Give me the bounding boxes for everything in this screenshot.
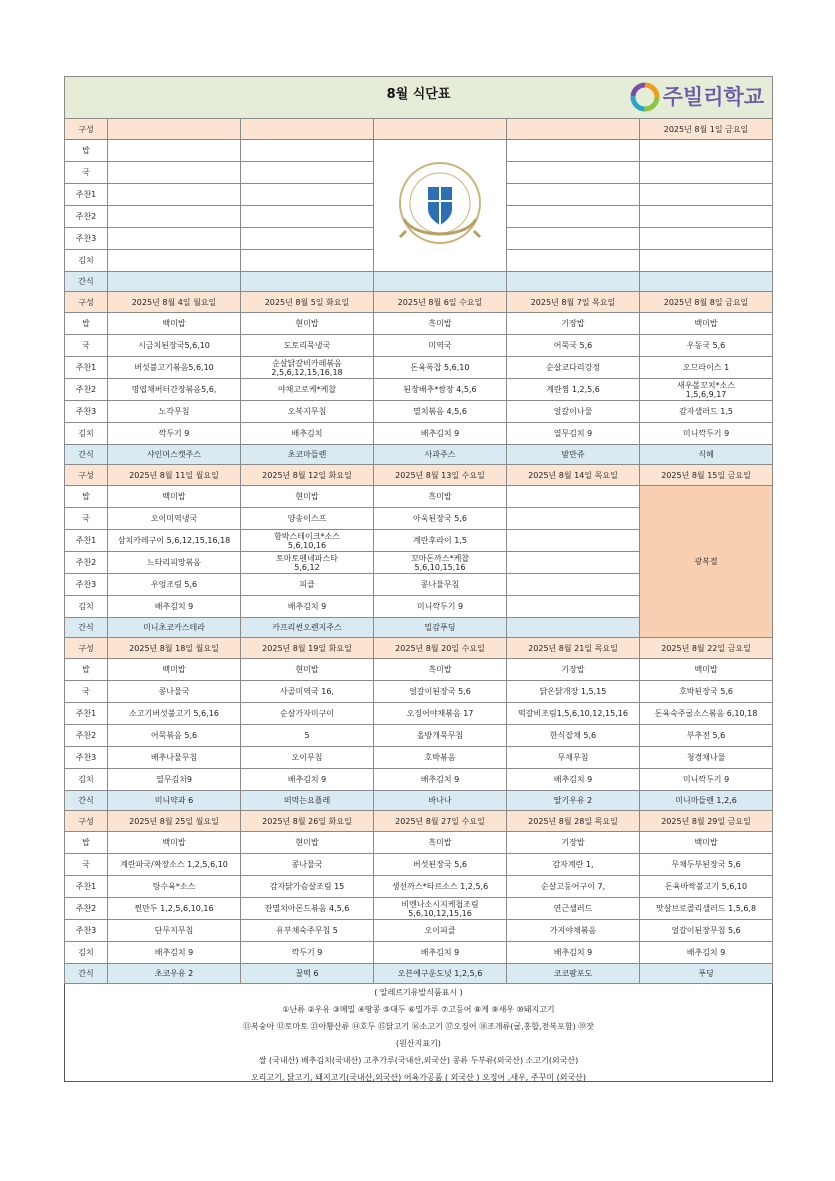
menu-row-rice bbox=[65, 313, 773, 335]
menu-item bbox=[507, 552, 640, 574]
row-label-side2: 주찬2 bbox=[65, 379, 108, 401]
snack-item: 밀감푸딩 bbox=[374, 618, 507, 638]
notes-line: 오리고기, 닭고기, 돼지고기(국내산,외국산) 어육가공품 ( 외국산 ) 오징어 ,새우, 주꾸미 (외국산) bbox=[250, 1073, 587, 1082]
menu-item: 돈육폭찹 5,6,10 bbox=[374, 357, 507, 379]
menu-sheet bbox=[64, 76, 773, 1082]
row-label-side3: 주찬3 bbox=[65, 401, 108, 423]
menu-item: 미니깍두기 9 bbox=[640, 769, 773, 791]
menu-item: 돈육숙주굴소스볶음 6,10,18 bbox=[640, 703, 773, 725]
menu-item bbox=[507, 596, 640, 618]
menu-item: 현미밥 bbox=[241, 486, 374, 508]
menu-item: 어묵볶음 5,6 bbox=[108, 725, 241, 747]
row-label-side3: 주찬3 bbox=[65, 228, 108, 250]
snack-item: 미니마들렌 1,2,6 bbox=[640, 791, 773, 811]
menu-item: 흑미밥 bbox=[374, 486, 507, 508]
empty-cell bbox=[640, 162, 773, 184]
menu-item: 배추나물무침 bbox=[108, 747, 241, 769]
date-header: 2025년 8월 20일 수요일 bbox=[374, 638, 507, 659]
row-label-side2: 주찬2 bbox=[65, 725, 108, 747]
menu-item: 찐만두 1,2,5,6,10,16 bbox=[108, 898, 241, 920]
notes-line: ( 알레르기유발식품표시 ) bbox=[374, 988, 463, 997]
menu-item: 콩나물국 bbox=[241, 854, 374, 876]
row-label-side2: 주찬2 bbox=[65, 552, 108, 574]
row-label-kimchi: 김치 bbox=[65, 596, 108, 618]
menu-item: 무채두부된장국 5,6 bbox=[640, 854, 773, 876]
row-label-header: 구성 bbox=[65, 292, 108, 313]
menu-item: 오이미역냉국 bbox=[108, 508, 241, 530]
empty-cell bbox=[507, 228, 640, 250]
menu-item: 한식잡채 5,6 bbox=[507, 725, 640, 747]
menu-item: 백미밥 bbox=[108, 832, 241, 854]
empty-cell bbox=[241, 162, 374, 184]
menu-item: 배추김치 9 bbox=[374, 942, 507, 964]
row-label-side3: 주찬3 bbox=[65, 574, 108, 596]
menu-item: 양송이스프 bbox=[241, 508, 374, 530]
menu-item: 순살닭갈비카레볶음 2,5,6,12,15,16,18 bbox=[241, 357, 374, 379]
empty-cell bbox=[108, 250, 241, 272]
menu-row-rice bbox=[65, 140, 773, 162]
menu-row-side1 bbox=[65, 876, 773, 898]
row-label-snack: 간식 bbox=[65, 964, 108, 984]
date-header: 2025년 8월 14일 목요일 bbox=[507, 465, 640, 486]
menu-item: 백미밥 bbox=[640, 313, 773, 335]
menu-row-side3 bbox=[65, 747, 773, 769]
row-label-side1: 주찬1 bbox=[65, 357, 108, 379]
menu-item: 배추김치 9 bbox=[241, 596, 374, 618]
menu-item: 열무김치 9 bbox=[507, 423, 640, 445]
menu-item: 오이무침 bbox=[241, 747, 374, 769]
date-header: 2025년 8월 25일 월요일 bbox=[108, 811, 241, 832]
snack-item: 미니초코카스테라 bbox=[108, 618, 241, 638]
date-header: 2025년 8월 19일 화요일 bbox=[241, 638, 374, 659]
row-label-kimchi: 김치 bbox=[65, 769, 108, 791]
menu-item: 배추김치 bbox=[241, 423, 374, 445]
menu-item: 감자샐러드 1,5 bbox=[640, 401, 773, 423]
empty-cell bbox=[507, 272, 640, 292]
menu-item bbox=[507, 508, 640, 530]
menu-item: 호박된장국 5,6 bbox=[640, 681, 773, 703]
row-label-side2: 주찬2 bbox=[65, 206, 108, 228]
row-label-rice: 밥 bbox=[65, 486, 108, 508]
row-label-kimchi: 김치 bbox=[65, 423, 108, 445]
menu-item: 현미밥 bbox=[241, 832, 374, 854]
snack-item: 밤만쥬 bbox=[507, 445, 640, 465]
row-label-rice: 밥 bbox=[65, 140, 108, 162]
row-label-soup: 국 bbox=[65, 162, 108, 184]
menu-item: 계란후라이 1,5 bbox=[374, 530, 507, 552]
menu-row-side3 bbox=[65, 920, 773, 942]
menu-item: 연근샐러드 bbox=[507, 898, 640, 920]
date-header: 2025년 8월 11일 월요일 bbox=[108, 465, 241, 486]
menu-item: 오므라이스 1 bbox=[640, 357, 773, 379]
menu-item: 5 bbox=[241, 725, 374, 747]
snack-item: 떠먹는요플레 bbox=[241, 791, 374, 811]
jubilee-logo-icon bbox=[630, 82, 660, 112]
date-header: 2025년 8월 29일 금요일 bbox=[640, 811, 773, 832]
menu-row-soup bbox=[65, 335, 773, 357]
date-header: 2025년 8월 7일 목요일 bbox=[507, 292, 640, 313]
menu-row-side1 bbox=[65, 703, 773, 725]
menu-item: 흑미밥 bbox=[374, 659, 507, 681]
menu-row-snack bbox=[65, 272, 773, 292]
empty-cell bbox=[507, 250, 640, 272]
menu-item: 함박스테이크*소스 5,6,10,16 bbox=[241, 530, 374, 552]
empty-cell bbox=[108, 272, 241, 292]
snack-item: 꿀떡 6 bbox=[241, 964, 374, 984]
empty-cell bbox=[241, 272, 374, 292]
menu-item: 소고기버섯불고기 5,6,16 bbox=[108, 703, 241, 725]
title-cell bbox=[65, 77, 773, 119]
menu-row-soup bbox=[65, 681, 773, 703]
menu-item: 닭온닭개장 1,5,15 bbox=[507, 681, 640, 703]
snack-item: 초코마들렌 bbox=[241, 445, 374, 465]
week-header-row bbox=[65, 811, 773, 832]
menu-item: 콩나물무침 bbox=[374, 574, 507, 596]
menu-item: 미역국 bbox=[374, 335, 507, 357]
menu-item: 떡갈비조림1,5,6,10,12,15,16 bbox=[507, 703, 640, 725]
date-header: 2025년 8월 12일 화요일 bbox=[241, 465, 374, 486]
week-header-row bbox=[65, 292, 773, 313]
row-label-kimchi: 김치 bbox=[65, 250, 108, 272]
menu-item: 기장밥 bbox=[507, 832, 640, 854]
date-header bbox=[374, 119, 507, 140]
menu-item: 버섯된장국 5,6 bbox=[374, 854, 507, 876]
menu-item: 어묵국 5,6 bbox=[507, 335, 640, 357]
empty-cell bbox=[507, 206, 640, 228]
menu-item: 멸치볶음 4,5,6 bbox=[374, 401, 507, 423]
menu-row-side2 bbox=[65, 379, 773, 401]
row-label-snack: 간식 bbox=[65, 618, 108, 638]
menu-row-rice bbox=[65, 659, 773, 681]
date-header: 2025년 8월 4일 월요일 bbox=[108, 292, 241, 313]
menu-item: 도토리묵냉국 bbox=[241, 335, 374, 357]
menu-item: 배추김치 9 bbox=[507, 942, 640, 964]
menu-item: 백미밥 bbox=[640, 832, 773, 854]
row-label-soup: 국 bbox=[65, 508, 108, 530]
empty-cell bbox=[108, 228, 241, 250]
snack-item: 미니약과 6 bbox=[108, 791, 241, 811]
row-label-snack: 간식 bbox=[65, 791, 108, 811]
menu-item: 명엽채버터간장볶음5,6, bbox=[108, 379, 241, 401]
empty-cell bbox=[108, 140, 241, 162]
snack-item: 식혜 bbox=[640, 445, 773, 465]
row-label-side3: 주찬3 bbox=[65, 747, 108, 769]
school-logo bbox=[630, 82, 764, 112]
snack-item: 샤인머스캣주스 bbox=[108, 445, 241, 465]
menu-item: 느타리피망볶음 bbox=[108, 552, 241, 574]
menu-row-kimchi bbox=[65, 942, 773, 964]
menu-item: 배추김치 9 bbox=[108, 942, 241, 964]
menu-item bbox=[507, 574, 640, 596]
notes-line: ⑪복숭아 ⑫토마토 ⑬아황산류 ⑭호두 ⑮닭고기 ⑯소고기 ⑰오징어 ⑱조개류(굴,홍합,전복포함) ⑲잣 bbox=[243, 1022, 594, 1031]
row-label-rice: 밥 bbox=[65, 313, 108, 335]
date-header: 2025년 8월 15일 금요일 bbox=[640, 465, 773, 486]
school-emblem-icon bbox=[388, 153, 492, 257]
menu-item: 노각무침 bbox=[108, 401, 241, 423]
row-label-side3: 주찬3 bbox=[65, 920, 108, 942]
empty-cell bbox=[640, 140, 773, 162]
menu-row-snack bbox=[65, 791, 773, 811]
menu-item: 버섯불고기볶음5,6,10 bbox=[108, 357, 241, 379]
menu-item: 흑미밥 bbox=[374, 313, 507, 335]
date-header: 2025년 8월 21일 목요일 bbox=[507, 638, 640, 659]
menu-item: 열무김치9 bbox=[108, 769, 241, 791]
emblem-cell bbox=[374, 140, 507, 272]
date-header bbox=[108, 119, 241, 140]
menu-item: 배추김치 9 bbox=[507, 769, 640, 791]
menu-item: 기장밥 bbox=[507, 313, 640, 335]
row-label-side1: 주찬1 bbox=[65, 530, 108, 552]
notes-line: ①난류 ②우유 ③메밀 ④땅콩 ⑤대두 ⑥밀가루 ⑦고등어 ⑧게 ⑨새우 ⑩돼지고기 bbox=[282, 1005, 555, 1014]
week-header-row bbox=[65, 119, 773, 140]
week-header-row bbox=[65, 638, 773, 659]
date-header: 2025년 8월 27일 수요일 bbox=[374, 811, 507, 832]
menu-item: 배추김치 9 bbox=[374, 769, 507, 791]
menu-item: 사골미역국 16, bbox=[241, 681, 374, 703]
row-label-soup: 국 bbox=[65, 854, 108, 876]
empty-cell bbox=[108, 184, 241, 206]
logo-text: 주빌리학교 bbox=[662, 84, 765, 109]
menu-item: 배추김치 9 bbox=[108, 596, 241, 618]
menu-item: 우엉조림 5,6 bbox=[108, 574, 241, 596]
menu-row-snack bbox=[65, 445, 773, 465]
snack-item: 오븐에구운도넛 1,2,5,6 bbox=[374, 964, 507, 984]
row-label-header: 구성 bbox=[65, 638, 108, 659]
menu-item: 깍두기 9 bbox=[241, 942, 374, 964]
row-label-header: 구성 bbox=[65, 811, 108, 832]
row-label-soup: 국 bbox=[65, 335, 108, 357]
menu-row-side1 bbox=[65, 357, 773, 379]
menu-item: 얼갈이나물 bbox=[507, 401, 640, 423]
menu-item: 단무지무침 bbox=[108, 920, 241, 942]
menu-row-soup bbox=[65, 854, 773, 876]
menu-item: 깍두기 9 bbox=[108, 423, 241, 445]
menu-item: 배추김치 9 bbox=[640, 942, 773, 964]
empty-cell bbox=[241, 228, 374, 250]
date-header: 2025년 8월 26일 화요일 bbox=[241, 811, 374, 832]
menu-row-rice bbox=[65, 832, 773, 854]
menu-item: 올방개묵무침 bbox=[374, 725, 507, 747]
page-title: 8월 식단표 bbox=[386, 87, 451, 102]
menu-item: 감자닭가슴살조림 15 bbox=[241, 876, 374, 898]
empty-cell bbox=[108, 162, 241, 184]
snack-item: 푸딩 bbox=[640, 964, 773, 984]
menu-row-snack bbox=[65, 964, 773, 984]
menu-item: 오이피클 bbox=[374, 920, 507, 942]
menu-item: 삼치카레구이 5,6,12,15,16,18 bbox=[108, 530, 241, 552]
menu-item: 비엔나소시지케첩조림 5,6,10,12,15,16 bbox=[374, 898, 507, 920]
menu-item: 부추전 5,6 bbox=[640, 725, 773, 747]
menu-item: 백미밥 bbox=[640, 659, 773, 681]
empty-cell bbox=[241, 250, 374, 272]
row-label-soup: 국 bbox=[65, 681, 108, 703]
row-label-snack: 간식 bbox=[65, 445, 108, 465]
menu-row-rice bbox=[65, 486, 773, 508]
holiday-cell: 광복절 bbox=[640, 486, 773, 638]
empty-cell bbox=[374, 272, 507, 292]
empty-cell bbox=[241, 206, 374, 228]
menu-item: 순살가자미구이 bbox=[241, 703, 374, 725]
notes-line: (원산지표기) bbox=[396, 1039, 441, 1048]
menu-item: 백미밥 bbox=[108, 659, 241, 681]
row-label-snack: 간식 bbox=[65, 272, 108, 292]
menu-item: 아욱된장국 5,6 bbox=[374, 508, 507, 530]
menu-item: 순살코다리강정 bbox=[507, 357, 640, 379]
empty-cell bbox=[640, 206, 773, 228]
menu-item: 된장배추*쌈장 4,5,6 bbox=[374, 379, 507, 401]
menu-item: 토마토펜네파스타 5,6,12 bbox=[241, 552, 374, 574]
menu-item: 미니깍두기 9 bbox=[640, 423, 773, 445]
menu-row-kimchi bbox=[65, 769, 773, 791]
menu-item: 생선까스*타르소스 1,2,5,6 bbox=[374, 876, 507, 898]
menu-item: 돈육바싹불고기 5,6,10 bbox=[640, 876, 773, 898]
date-header: 2025년 8월 28일 목요일 bbox=[507, 811, 640, 832]
empty-cell bbox=[507, 162, 640, 184]
empty-cell bbox=[507, 140, 640, 162]
menu-item: 얼갈이된장국 5,6 bbox=[374, 681, 507, 703]
menu-item: 미니깍두기 9 bbox=[374, 596, 507, 618]
menu-item: 야채고로케*케찹 bbox=[241, 379, 374, 401]
row-label-side1: 주찬1 bbox=[65, 876, 108, 898]
date-header bbox=[241, 119, 374, 140]
menu-item: 피클 bbox=[241, 574, 374, 596]
date-header: 2025년 8월 18일 월요일 bbox=[108, 638, 241, 659]
menu-row-side2 bbox=[65, 725, 773, 747]
date-header: 2025년 8월 13일 수요일 bbox=[374, 465, 507, 486]
snack-item: 사과주스 bbox=[374, 445, 507, 465]
menu-row-side3 bbox=[65, 401, 773, 423]
row-label-side1: 주찬1 bbox=[65, 184, 108, 206]
date-header: 2025년 8월 1일 금요일 bbox=[640, 119, 773, 140]
menu-table bbox=[64, 76, 773, 984]
menu-item: 꼬마돈까스*케찹 5,6,10,15,16 bbox=[374, 552, 507, 574]
menu-item: 배추김치 9 bbox=[374, 423, 507, 445]
menu-item: 오복지무침 bbox=[241, 401, 374, 423]
empty-cell bbox=[640, 184, 773, 206]
row-label-side1: 주찬1 bbox=[65, 703, 108, 725]
date-header bbox=[507, 119, 640, 140]
menu-item: 얼갈이된장무침 5,6 bbox=[640, 920, 773, 942]
menu-item: 흑미밥 bbox=[374, 832, 507, 854]
snack-item: 카프리썬오렌지주스 bbox=[241, 618, 374, 638]
date-header: 2025년 8월 5일 화요일 bbox=[241, 292, 374, 313]
notes-section bbox=[64, 984, 773, 1082]
row-label-kimchi: 김치 bbox=[65, 942, 108, 964]
menu-item: 계란찜 1,2,5,6 bbox=[507, 379, 640, 401]
notes-line: 쌀 (국내산) 배추김치(국내산) 고추가루(국내산,외국산) 콩류 두부류(외국산) 소고기(외국산) bbox=[258, 1056, 579, 1065]
week-header-row bbox=[65, 465, 773, 486]
snack-item: 초코우유 2 bbox=[108, 964, 241, 984]
menu-item: 유부채숙주무침 5 bbox=[241, 920, 374, 942]
menu-item: 오징어야채볶음 17 bbox=[374, 703, 507, 725]
menu-item: 시금치된장국5,6,10 bbox=[108, 335, 241, 357]
menu-item: 백미밥 bbox=[108, 486, 241, 508]
menu-item: 새우볼꼬치*소스 1,5,6,9,17 bbox=[640, 379, 773, 401]
menu-item: 배추김치 9 bbox=[241, 769, 374, 791]
menu-item: 탕수육*소스 bbox=[108, 876, 241, 898]
empty-cell bbox=[241, 184, 374, 206]
empty-cell bbox=[507, 184, 640, 206]
menu-item: 콩나물국 bbox=[108, 681, 241, 703]
row-label-rice: 밥 bbox=[65, 659, 108, 681]
empty-cell bbox=[640, 272, 773, 292]
empty-cell bbox=[241, 140, 374, 162]
menu-item: 우동국 5,6 bbox=[640, 335, 773, 357]
snack-item: 딸기우유 2 bbox=[507, 791, 640, 811]
menu-item: 청경채나물 bbox=[640, 747, 773, 769]
menu-item bbox=[507, 530, 640, 552]
menu-item: 가지야채볶음 bbox=[507, 920, 640, 942]
snack-item bbox=[507, 618, 640, 638]
date-header: 2025년 8월 8일 금요일 bbox=[640, 292, 773, 313]
menu-item: 현미밥 bbox=[241, 313, 374, 335]
row-label-header: 구성 bbox=[65, 465, 108, 486]
menu-item: 현미밥 bbox=[241, 659, 374, 681]
empty-cell bbox=[108, 206, 241, 228]
menu-item: 맛살브로콜리샐러드 1,5,6,8 bbox=[640, 898, 773, 920]
menu-item: 호박볶음 bbox=[374, 747, 507, 769]
row-label-side2: 주찬2 bbox=[65, 898, 108, 920]
menu-item: 계란파국/짜장소스 1,2,5,6,10 bbox=[108, 854, 241, 876]
menu-item: 잔멸치아몬드볶음 4,5,6 bbox=[241, 898, 374, 920]
menu-item: 순살고등어구이 7, bbox=[507, 876, 640, 898]
snack-item: 코코팜포도 bbox=[507, 964, 640, 984]
date-header: 2025년 8월 6일 수요일 bbox=[374, 292, 507, 313]
menu-row-kimchi bbox=[65, 423, 773, 445]
menu-item bbox=[507, 486, 640, 508]
menu-item: 무채무침 bbox=[507, 747, 640, 769]
menu-item: 기장밥 bbox=[507, 659, 640, 681]
menu-item: 감자계란 1, bbox=[507, 854, 640, 876]
empty-cell bbox=[640, 228, 773, 250]
empty-cell bbox=[640, 250, 773, 272]
date-header: 2025년 8월 22일 금요일 bbox=[640, 638, 773, 659]
snack-item: 바나나 bbox=[374, 791, 507, 811]
menu-item: 백미밥 bbox=[108, 313, 241, 335]
row-label-rice: 밥 bbox=[65, 832, 108, 854]
row-label-header: 구성 bbox=[65, 119, 108, 140]
menu-row-side2 bbox=[65, 898, 773, 920]
